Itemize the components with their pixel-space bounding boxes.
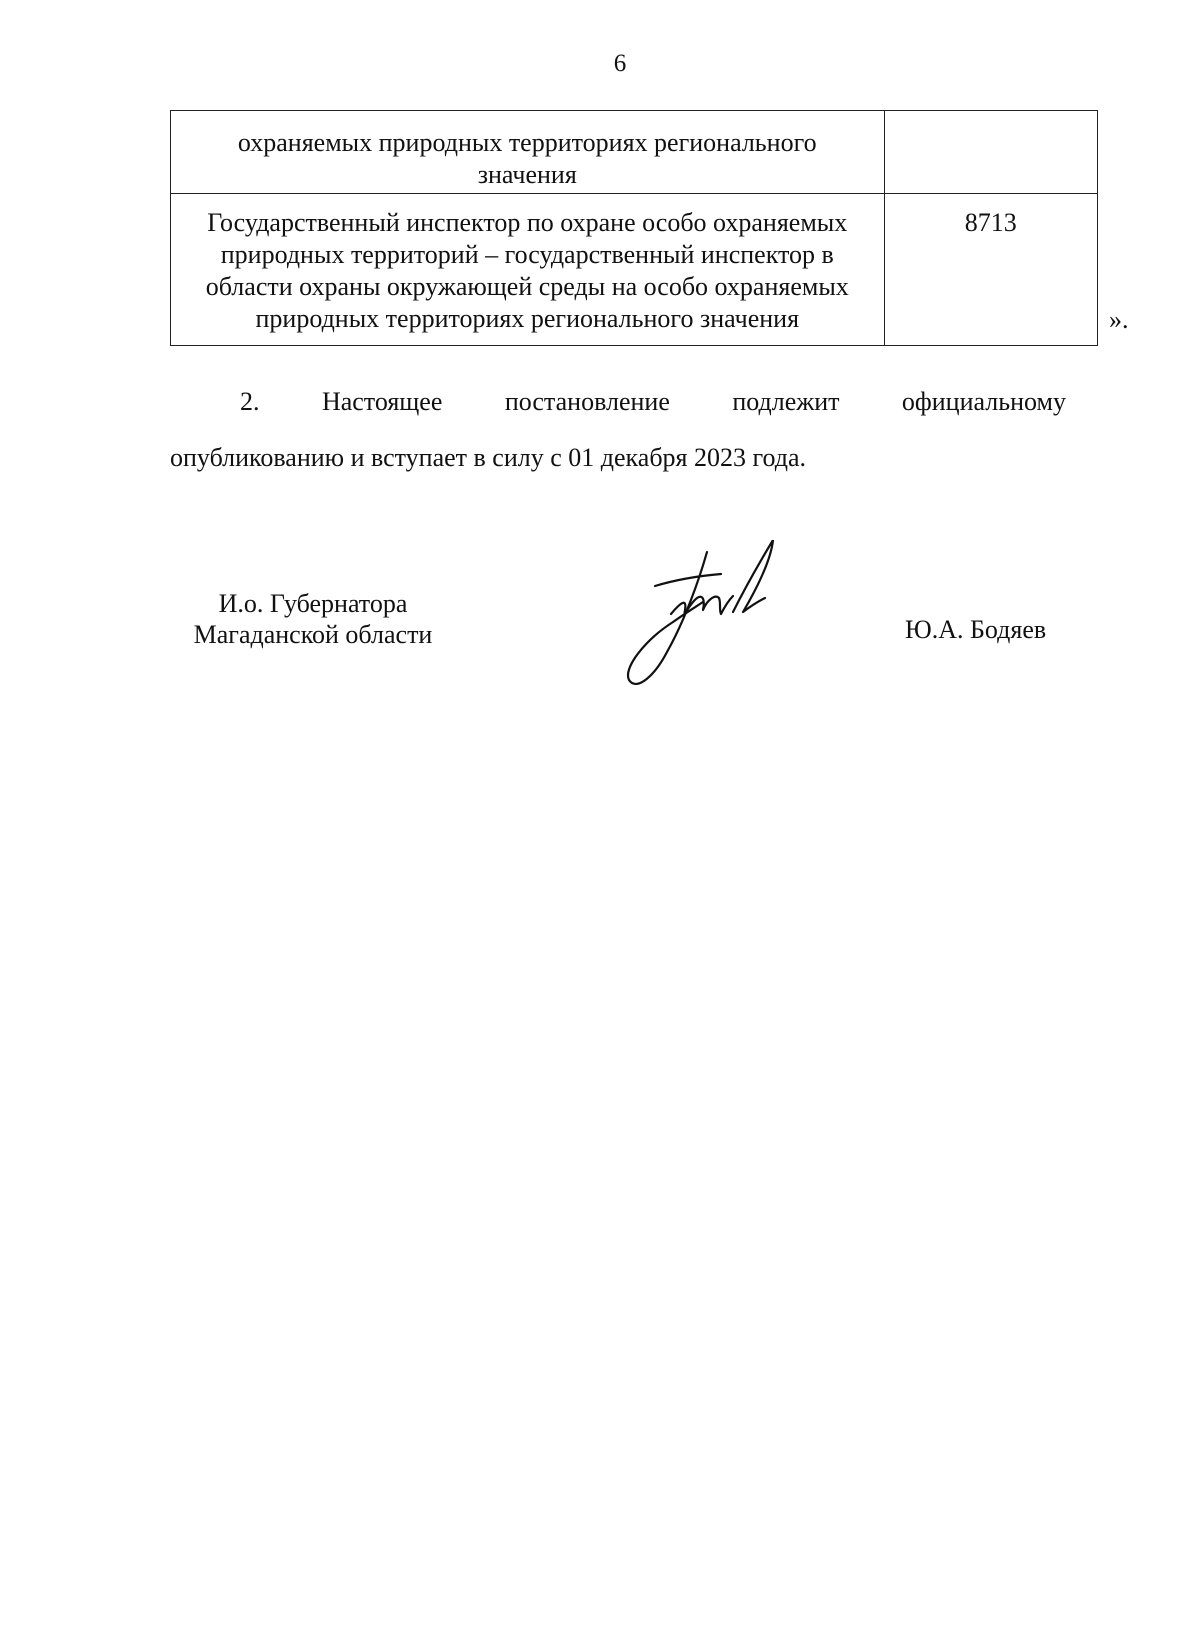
paragraph-word: Настоящее [321, 387, 443, 416]
paragraph-word: постановление [504, 387, 670, 416]
position-name-line: Государственный инспектор по охране особо охраняемых [207, 208, 848, 237]
paragraph-2 [170, 380, 1066, 480]
paragraph-word: подлежит [732, 387, 840, 416]
position-code-cell: 8713 [884, 194, 1097, 346]
position-name-line: природных территорий – государственный инспектор в [220, 240, 834, 269]
signer-title-line: И.о. Губернатора [218, 589, 408, 618]
page-number: 6 [613, 50, 627, 77]
table-row [171, 111, 1098, 194]
paragraph-word: официальному [901, 387, 1066, 416]
paragraph-line [170, 380, 1066, 436]
position-name-cell [171, 194, 885, 346]
position-name-line: охраняемых природных территориях регионального [237, 128, 817, 157]
position-name-line: области охраны окружающей среды на особо охраняемых [205, 272, 849, 301]
paragraph-line: опубликованию и вступает в силу с 01 декабря 2023 года. [170, 443, 807, 472]
signer-name: Ю.А. Бодяев [905, 615, 1047, 644]
position-code-cell [884, 111, 1097, 194]
position-name-line: природных территориях регионального значения [255, 304, 800, 333]
signer-title-line: Магаданской области [193, 620, 433, 649]
signer-title [178, 588, 448, 650]
table-row [171, 194, 1098, 346]
position-name-line: значения [477, 160, 577, 189]
position-name-cell [171, 111, 885, 194]
paragraph-number: 2. [240, 387, 260, 416]
positions-table [170, 110, 1098, 346]
handwritten-signature [625, 540, 805, 700]
closing-quote: ». [1109, 305, 1129, 334]
